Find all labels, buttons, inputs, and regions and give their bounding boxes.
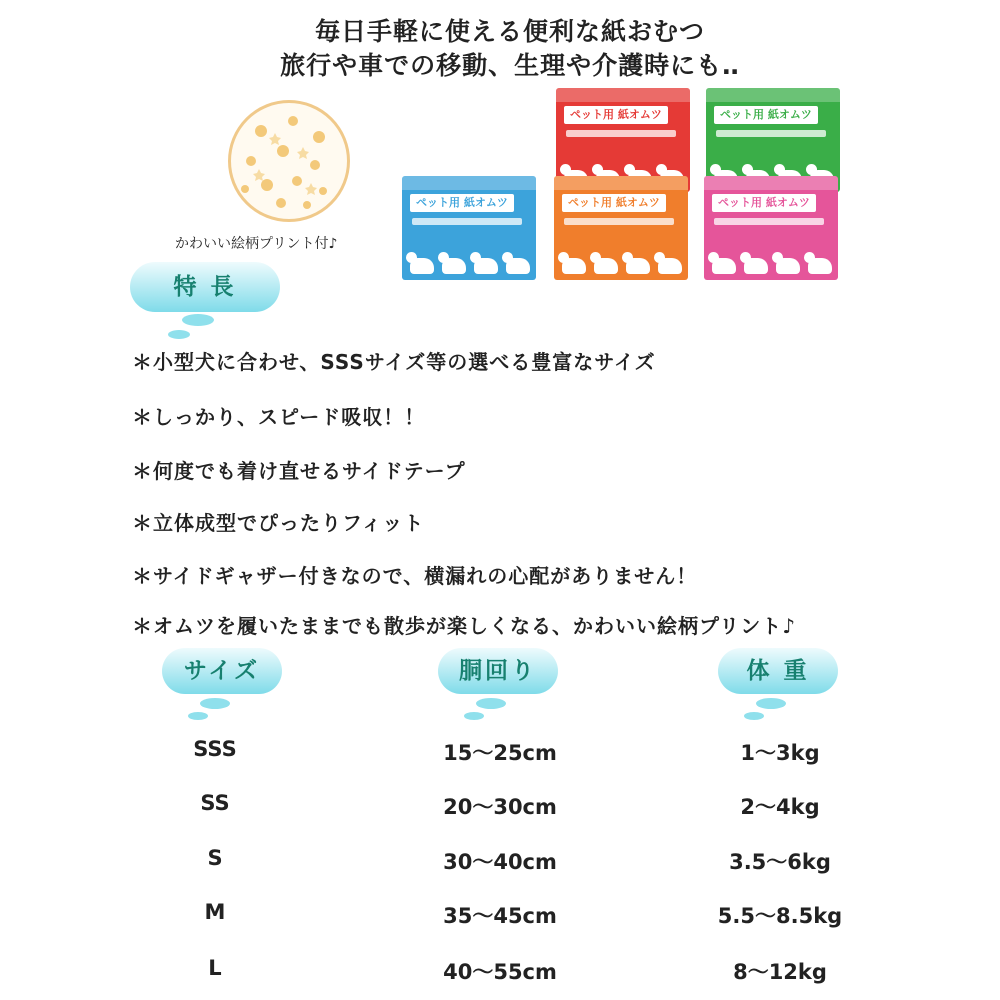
product-box-blue	[402, 176, 536, 280]
weight-cell: 8～12kg	[733, 960, 827, 984]
feature-item: ＊オムツを履いたままでも散歩が楽しくなる、かわいい絵柄プリント♪	[132, 614, 796, 638]
size-cell: S	[207, 846, 223, 870]
weight-cell: 3.5～6kg	[729, 850, 831, 874]
weight-header: 体 重	[718, 648, 838, 694]
waist-cell: 20～30cm	[443, 795, 557, 819]
waist-cell: 15～25cm	[443, 741, 557, 765]
product-box-orange	[554, 176, 688, 280]
product-label: ペット用 紙オムツ	[712, 194, 816, 212]
feature-item: ＊しっかり、スピード吸収！！	[132, 405, 426, 429]
feature-item: ＊サイドギャザー付きなので、横漏れの心配がありません！	[132, 564, 698, 588]
size-header-cloud	[162, 648, 292, 726]
features-heading-cloud	[130, 262, 290, 342]
weight-cell: 5.5～8.5kg	[717, 904, 843, 928]
waist-cell: 35～45cm	[443, 904, 557, 928]
waist-header-cloud	[438, 648, 568, 726]
product-label: ペット用 紙オムツ	[562, 194, 666, 212]
size-cell: SSS	[193, 737, 237, 761]
product-label: ペット用 紙オムツ	[564, 106, 668, 124]
weight-cell: 1～3kg	[740, 741, 820, 765]
weight-cell: 2～4kg	[740, 795, 820, 819]
size-header: サイズ	[162, 648, 282, 694]
headline-1: 毎日手軽に使える便利な紙おむつ	[314, 17, 705, 46]
headline-2: 旅行や車での移動、生理や介護時にも‥	[280, 51, 740, 80]
waist-header: 胴回り	[438, 648, 558, 694]
product-box-pink	[704, 176, 838, 280]
print-caption: かわいい絵柄プリント付♪	[175, 236, 338, 252]
feature-item: ＊小型犬に合わせ、SSSサイズ等の選べる豊富なサイズ	[132, 350, 656, 374]
features-heading: 特 長	[130, 262, 280, 312]
size-cell: SS	[200, 791, 230, 815]
waist-cell: 30～40cm	[443, 850, 557, 874]
feature-item: ＊立体成型でぴったりフィット	[132, 511, 425, 535]
size-cell: M	[204, 900, 226, 924]
size-cell: L	[208, 956, 222, 980]
product-label: ペット用 紙オムツ	[410, 194, 514, 212]
weight-header-cloud	[718, 648, 848, 726]
product-label: ペット用 紙オムツ	[714, 106, 818, 124]
print-pattern-sample	[228, 100, 350, 222]
feature-item: ＊何度でも着け直せるサイドテープ	[132, 459, 466, 483]
waist-cell: 40～55cm	[443, 960, 557, 984]
